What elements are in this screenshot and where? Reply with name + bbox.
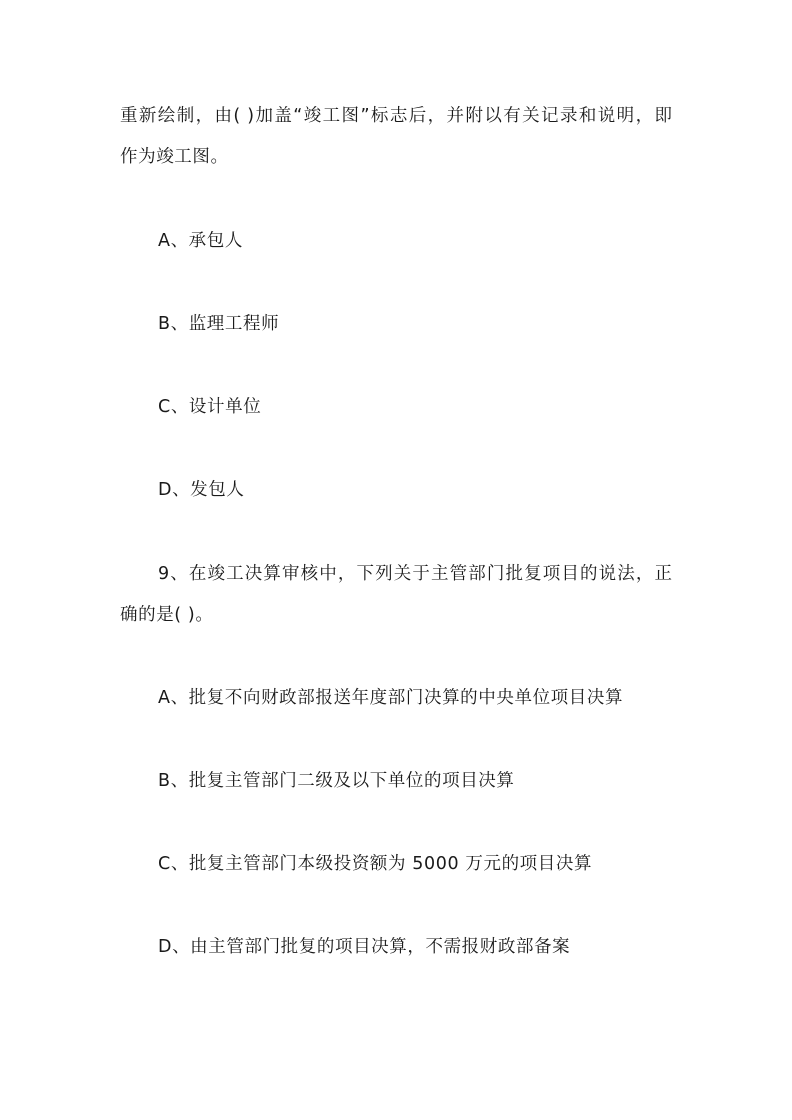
question-9-option-a: A、批复不向财政部报送年度部门决算的中央单位项目决算 [158,688,624,708]
question-9-option-c: C、批复主管部门本级投资额为 5000 万元的项目决算 [158,854,593,874]
question-8-option-a: A、承包人 [158,231,243,251]
question-9-option-d: D、由主管部门批复的项目决算，不需报财政部备案 [158,937,571,957]
question-8-option-c: C、设计单位 [158,397,262,417]
question-8-option-d: D、发包人 [158,480,245,500]
question-8-stem-line-1: 重新绘制，由( )加盖“竣工图”标志后，并附以有关记录和说明，即 [120,106,672,126]
question-8-stem-line-2: 作为竣工图。 [120,147,229,167]
question-9-stem-line-2: 确的是( )。 [120,605,214,625]
question-8-option-b: B、监理工程师 [158,314,280,334]
question-9-stem-line-1: 9、在竣工决算审核中，下列关于主管部门批复项目的说法，正 [158,564,672,584]
question-9-option-b: B、批复主管部门二级及以下单位的项目决算 [158,771,515,791]
